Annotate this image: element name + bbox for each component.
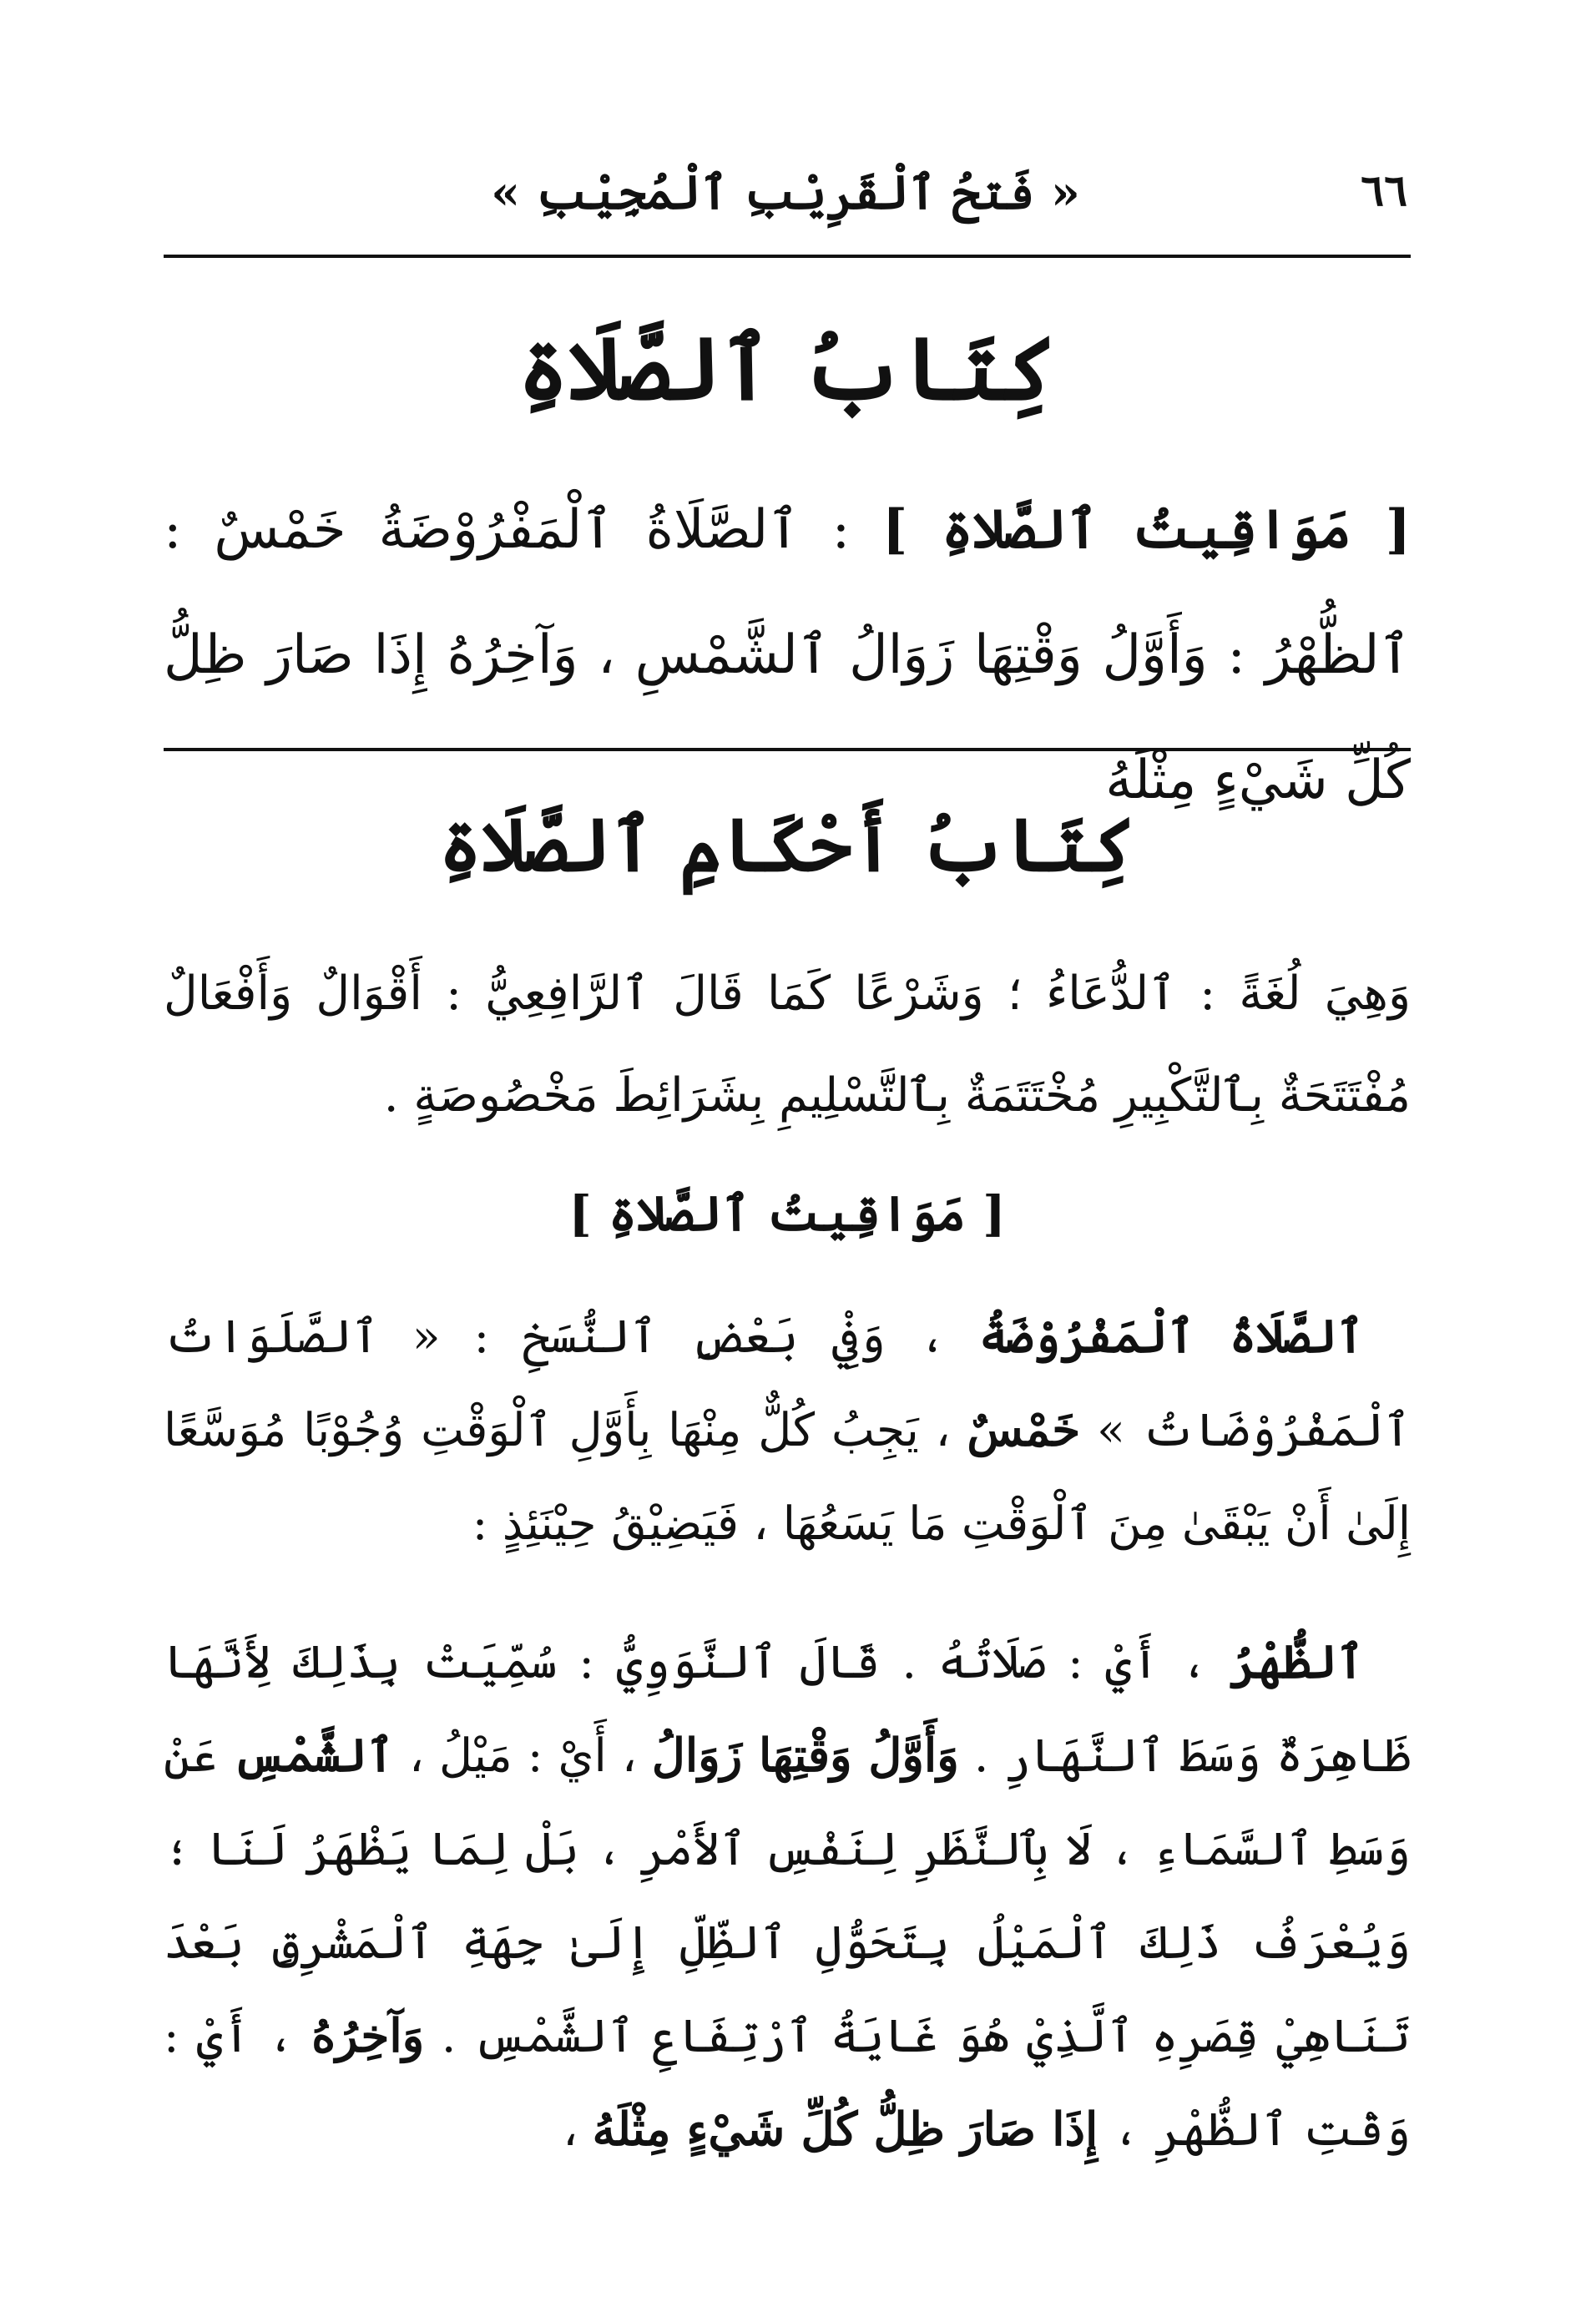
commentary-text: ، يَجِبُ كُلٌّ مِنْهَا بِأَوَّلِ ٱلْوَقْتِ وُجُوْبًا مُوَسَّعًا إِلَىٰ أَنْ يَبْقَىٰ مِنَ ٱلْوَقْتِ مَا يَسَعُهَا ، فَيَضِيْقُ حِيْنَئِذٍ :	[164, 1403, 1411, 1550]
page-number: ٦٦	[1361, 165, 1407, 216]
commentary-text: عَنْ وَسَطِ ٱلسَّمَاءِ ، لَا بِٱلنَّظَرِ لِنَفْسِ ٱلأَمْرِ ، بَلْ لِمَا يَظْهَرُ لَنَا ؛ وَيُعْرَفُ ذَلِكَ ٱلْمَيْلُ بِتَحَوُّلِ ٱلظِّلِّ إِلَىٰ جِهَةِ ٱلْمَشْرِقِ بَعْدَ تَنَاهِيْ قِصَرِهِ ٱلَّذِيْ هُوَ غَايَةُ ٱرْتِفَاعِ ٱلشَّمْسِ .	[164, 1729, 1411, 2062]
lemma: وَأَوَّلُ وَقْتِهَا زَوَالُ	[651, 1728, 959, 1782]
running-header	[164, 159, 1407, 234]
lemma: ٱلظُّهْرُ	[1229, 1634, 1364, 1689]
lemma: وَآخِرُهُ	[311, 2008, 425, 2062]
matn-separator-rule	[164, 748, 1411, 751]
lemma: إِذَا صَارَ ظِلُّ كُلِّ شَيْءٍ مِثْلَهُ	[592, 2102, 1099, 2156]
commentary-text: ، أَيْ : مَيْلُ ،	[393, 1729, 652, 1782]
matn-text	[164, 467, 1411, 843]
section-heading: [ مَوَاقِيتُ ٱلصَّلاةِ ]	[568, 1185, 1006, 1242]
commentary-chapter-title: كِتَابُ أَحْكَامِ ٱلصَّلَاةِ	[438, 801, 1136, 888]
header-rule	[164, 255, 1411, 258]
matn-section-label: [ مَوَاقِيتُ ٱلصَّلاةِ ]	[882, 498, 1411, 561]
lemma: ٱلشَّمْسِ	[232, 1728, 394, 1782]
commentary-text: ، أَيْ : وَقْتِ ٱلظُّهْرِ ،	[164, 2009, 1411, 2156]
commentary-text: ،	[563, 2103, 593, 2156]
matn-body: : ٱلصَّلَاةُ ٱلْمَفْرُوْضَةُ خَمْسٌ : ٱلظُّهْرُ : وَأَوَّلُ وَقْتِهَا زَوَالُ ٱلشَّمْسِ ، وَآخِرُهُ إِذَا صَارَ ظِلُّ كُلِّ شَيْءٍ مِثْلَهُ	[164, 499, 1411, 811]
running-title: « فَتحُ ٱلْقَرِيْبِ ٱلْمُجِيْبِ »	[491, 165, 1080, 220]
commentary-paragraph	[164, 1615, 1411, 2176]
commentary-text: ، أَيْ : صَلَاتُهُ . قَالَ ٱلنَّوَوِيُّ : سُمِّيَتْ بِذَلِكَ لِأَنَّهَا ظَاهِرَةٌ وَسَطَ ٱلنَّهَارِ .	[164, 1635, 1411, 1782]
commentary-text: ، وَفِيْ بَعْضِ ٱلنُّسَخِ : « ٱلصَّلَوَاتُ ٱلْمَفْرُوْضَاتُ »	[164, 1310, 1411, 1456]
lemma: ٱلصَّلَاةُ ٱلْمَفْرُوْضَةُ	[979, 1309, 1365, 1363]
commentary-intro: وَهِيَ لُغَةً : ٱلدُّعَاءُ ؛ وَشَرْعًا كَمَا قَالَ ٱلرَّافِعِيُّ : أَقْوَالٌ وَأَفْعَالٌ مُفْتَتَحَةٌ بِٱلتَّكْبِيرِ مُخْتَتَمَةٌ بِٱلتَّسْلِيمِ بِشَرَائِطَ مَخْصُوصَةٍ .	[164, 967, 1411, 1123]
commentary-paragraph	[164, 1290, 1411, 1570]
lemma: خَمْسٌ	[967, 1402, 1081, 1456]
matn-chapter-title: كِتَابُ ٱلصَّلَاةِ	[518, 317, 1057, 420]
